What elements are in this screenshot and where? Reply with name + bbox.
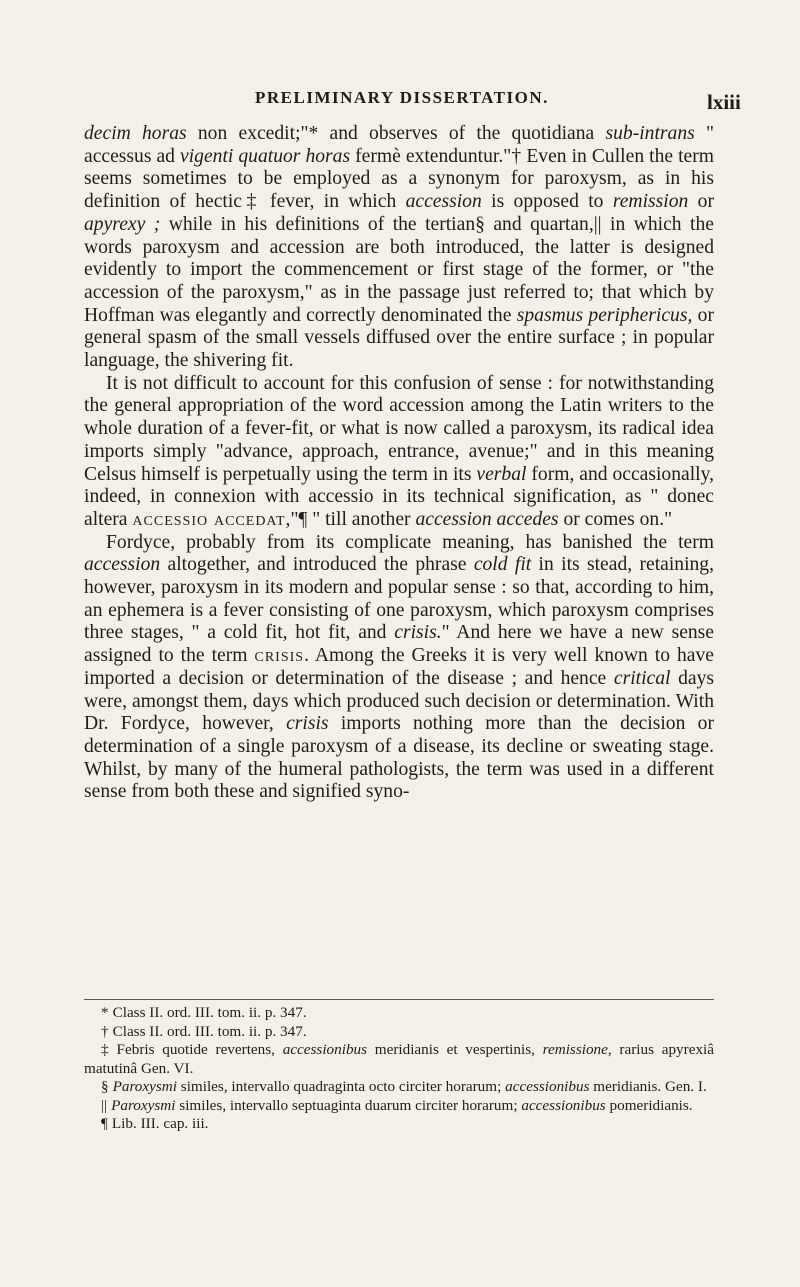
emphasis: accessionibus — [521, 1096, 606, 1114]
text-run: form, and occasionally, indeed, in connexion with accessio in its technical signification, as " donec altera — [84, 463, 715, 530]
emphasis: Paroxysmi — [112, 1078, 177, 1095]
emphasis: accessionibus — [282, 1041, 368, 1058]
text-run: while in his definitions of the tertian§ and quartan,|| in which the words paroxysm and accession are both introduced, the latter is designed evidently to import the commencement or first stage of the former, or "the accession of the paroxysm," as in the passage just referred to; that which by Hoffman was elegantly and correctly denominated the — [84, 213, 714, 326]
text-run: or — [688, 191, 714, 213]
text-run: Febris quotide revertens, — [116, 1041, 283, 1058]
footnote-mark: || — [101, 1096, 108, 1114]
emphasis: crisis — [286, 713, 329, 735]
emphasis: verbal — [476, 463, 527, 485]
text-run: pomeridianis. — [605, 1096, 693, 1114]
footnote-text: Lib. III. cap. iii. — [111, 1115, 209, 1132]
emphasis: spasmus periphericus, — [516, 304, 693, 326]
text-run: rarius apyrexiâ matutinâ Gen. VI. — [84, 1041, 714, 1077]
text-run: similes, intervallo septuaginta duarum circiter horarum; — [175, 1096, 522, 1114]
text-run: meridianis et vespertinis, — [367, 1041, 543, 1058]
text-run: imports nothing more than the decision or determination of a single paroxysm of a disease, its decline or sweating stage. Whilst, by many of the humeral pathologists, the term was used in a different sense from both these and signified syno- — [84, 713, 714, 803]
emphasis: remission — [612, 191, 689, 213]
footnotes — [84, 1004, 714, 1134]
text-run: non excedit;"* and observes of the quotidiana — [186, 123, 606, 144]
footnote-divider — [84, 999, 714, 1000]
emphasis: remissione, — [542, 1041, 612, 1058]
emphasis: cold fit — [473, 554, 532, 576]
text-run: similes, intervallo quadraginta octo circiter horarum; — [177, 1078, 506, 1095]
small-caps-text: accessio accedat — [132, 508, 286, 530]
text-run: " accessus ad — [84, 123, 714, 167]
footnote-mark: † — [101, 1022, 109, 1040]
footnote-2 — [84, 1023, 714, 1042]
paragraph-3 — [84, 532, 714, 804]
text-run: " And here we have a new sense assigned to the term — [84, 622, 715, 667]
footnote-1 — [84, 1004, 714, 1023]
footnote-mark: ‡ — [101, 1041, 113, 1058]
text-run: is opposed to — [481, 191, 613, 213]
text-run: in its stead, retaining, however, paroxysm in its modern and popular sense : so that, according to him, an ephemera is a fever consisting of one paroxysm, which paroxysm comprises three stages, " a cold fit, hot fit, and — [84, 554, 715, 644]
footnote-6 — [84, 1115, 714, 1134]
emphasis: sub-intrans — [605, 123, 695, 144]
page-number: lxiii — [707, 90, 741, 114]
text-run: It is not difficult to account for this confusion of sense : for notwithstanding the general appropriation of the word accession among the Latin writers to the whole duration of a fever-fit, or what is now called a paroxysm, its radical idea imports simply "advance, approach, entrance, avenue;" and in this meaning Celsus himself is perpetually using the term in its — [84, 372, 714, 485]
footnote-3 — [84, 1041, 714, 1078]
text-run: Fordyce, probably from its complicate meaning, has banished the term — [106, 531, 714, 553]
text-run: or comes on." — [558, 508, 673, 530]
emphasis: crisis. — [394, 622, 442, 644]
text-run: altogether, and introduced the phrase — [160, 554, 474, 576]
emphasis: critical — [613, 667, 671, 689]
text-run: . Among the Greeks it is very well known to have imported a decision or determination of the disease ; and hence — [84, 645, 714, 689]
emphasis: accession — [84, 554, 161, 576]
emphasis: accessionibus — [505, 1078, 590, 1095]
emphasis: accession — [405, 191, 482, 213]
running-title: PRELIMINARY DISSERTATION. — [255, 88, 549, 107]
emphasis: decim horas — [84, 123, 187, 144]
emphasis: apyrexy ; — [84, 213, 161, 235]
footnote-mark: § — [101, 1078, 109, 1095]
body-text — [84, 123, 714, 804]
footnote-text: Class II. ord. III. tom. ii. p. 347. — [112, 1022, 307, 1040]
emphasis: accession accedes — [415, 508, 559, 530]
text-run: days were, amongst them, days which produced such decision or determination. With Dr. Fordyce, however, — [84, 667, 714, 735]
footnote-text: Class II. ord. III. tom. ii. p. 347. — [112, 1004, 307, 1021]
text-run: fermè extenduntur."† Even in Cullen the term seems sometimes to be employed as a synonym for paroxysm, as in his definition of hectic‡ fever, in which — [84, 145, 715, 213]
text-run: or general spasm of the small vessels diffused over the entire surface ; in popular language, the shivering fit. — [84, 304, 714, 372]
small-caps-text: crisis — [254, 645, 305, 667]
emphasis: Paroxysmi — [111, 1096, 176, 1114]
footnote-mark: ¶ — [101, 1115, 108, 1132]
paragraph-2 — [84, 373, 714, 532]
footnote-4 — [84, 1078, 714, 1097]
running-head — [0, 88, 800, 128]
paragraph-1 — [84, 123, 714, 373]
footnote-5 — [84, 1097, 714, 1116]
text-run: ,"¶ " till another — [285, 508, 416, 530]
footnote-mark: * — [101, 1004, 109, 1021]
text-run: meridianis. Gen. I. — [589, 1078, 707, 1095]
emphasis: vigenti quatuor horas — [180, 145, 351, 167]
